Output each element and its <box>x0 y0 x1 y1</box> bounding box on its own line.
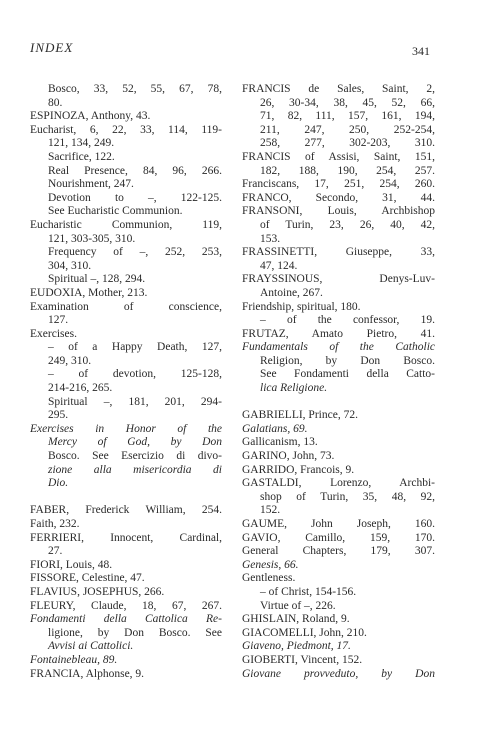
index-entry-line: 121, 134, 249. <box>48 137 115 150</box>
index-entry-line: EUDOXIA, Mother, 213. <box>30 286 148 299</box>
index-entry-line: GHISLAIN, Roland, 9. <box>242 613 350 626</box>
index-entry-line: – of Christ, 154-156. <box>260 585 357 598</box>
index-entry-line: FISSORE, Celestine, 47. <box>30 572 145 585</box>
index-entry-line: 304, 310. <box>48 259 92 272</box>
index-spacer <box>242 396 435 410</box>
index-entry-line: FRANCIS de Sales, Saint, 2, <box>242 83 435 95</box>
index-entry-line: Giovane provveduto, by Don <box>242 667 435 680</box>
index-entry-line: GABRIELLI, Prince, 72. <box>242 409 358 422</box>
index-entry-line: FLAVIUS, JOSEPHUS, 266. <box>30 585 165 598</box>
running-header-title: INDEX <box>30 40 74 55</box>
index-entry-line: FRANCO, Secondo, 31, 44. <box>242 191 435 204</box>
index-entry-line: Galatians, 69. <box>242 422 308 435</box>
index-entry-line: – of devotion, 125-128, <box>48 368 222 381</box>
index-entry-line: Gallicanism, 13. <box>242 436 318 449</box>
index-entry-line: Fundamentals of the Catholic <box>242 341 435 354</box>
index-entry-line: Religion, by Don Bosco. <box>260 354 435 367</box>
index-entry-line: FABER, Frederick William, 254. <box>30 504 222 517</box>
index-entry-line: zione alla misericordia di <box>48 463 222 476</box>
index-entry-line: GAVIO, Camillo, 159, 170. <box>242 531 435 544</box>
page-number: 341 <box>412 44 430 58</box>
index-entry-line: Sacrifice, 122. <box>48 150 115 163</box>
index-entry-line: Exercises in Honor of the <box>30 422 222 435</box>
index-entry-line: Devotion to –, 122-125. <box>48 191 222 204</box>
index-entry-line: 26, 30-34, 38, 45, 52, 66, <box>260 96 435 109</box>
index-column-left <box>30 83 222 681</box>
index-entry-line: 249, 310. <box>48 354 92 367</box>
index-entry-line: 27. <box>48 545 63 558</box>
index-entry-line: Friendship, spiritual, 180. <box>242 300 361 313</box>
index-entry-line: FERRIERI, Innocent, Cardinal, <box>30 531 222 544</box>
index-spacer <box>30 491 222 505</box>
index-entry-line: ESPINOZA, Anthony, 43. <box>30 110 151 123</box>
index-entry-line: 258, 277, 302-203, 310. <box>260 137 435 150</box>
index-entry-line: Faith, 232. <box>30 518 80 530</box>
index-entry-line: 153. <box>260 232 281 245</box>
index-entry-line: 295. <box>48 409 69 422</box>
index-entry-line: Frequency of –, 252, 253, <box>48 246 222 259</box>
index-entry-line: FRANCIA, Alphonse, 9. <box>30 667 145 680</box>
index-entry-line: 121, 303-305, 310. <box>48 232 136 245</box>
index-entry-line: Bosco, 33, 52, 55, 67, 78, <box>48 83 222 95</box>
index-entry-line: shop of Turin, 35, 48, 92, <box>260 490 435 503</box>
index-entry-line: Examination of conscience, <box>30 300 222 313</box>
index-entry-line: FIORI, Louis, 48. <box>30 558 113 571</box>
index-entry-line: Spiritual –, 181, 201, 294- <box>48 395 222 408</box>
index-entry-line: Virtue of –, 226. <box>260 599 336 612</box>
index-entry-line: FRANSONI, Louis, Archbishop <box>242 205 435 218</box>
index-column-right <box>242 83 435 681</box>
index-entry-line: FRAYSSINOUS, Denys-Luv- <box>242 273 435 286</box>
index-entry-line: of Turin, 23, 26, 40, 42, <box>260 218 435 231</box>
index-entry-line: 71, 82, 111, 157, 161, 194, <box>260 110 435 123</box>
index-entry-line: Eucharist, 6, 22, 33, 114, 119- <box>30 123 222 136</box>
index-entry-line: lica Religione. <box>260 382 328 395</box>
index-entry-line: Real Presence, 84, 96, 266. <box>48 164 222 177</box>
index-entry-line: FRUTAZ, Amato Pietro, 41. <box>242 327 435 340</box>
index-entry-line: Bosco. See Esercizio di divo- <box>48 450 222 463</box>
index-entry-line: Antoine, 267. <box>260 286 323 299</box>
index-entry-line: 214-216, 265. <box>48 382 113 395</box>
index-entry-line: – of the confessor, 19. <box>260 314 435 327</box>
index-entry-line: FRANCIS of Assisi, Saint, 151, <box>242 150 435 163</box>
index-entry-line: Fondamenti della Cattolica Re- <box>30 613 222 626</box>
index-entry-line: Genesis, 66. <box>242 558 299 571</box>
index-entry-line: 80. <box>48 96 63 109</box>
index-entry-line: FRASSINETTI, Giuseppe, 33, <box>242 246 435 259</box>
index-entry-line: Dio. <box>48 477 69 490</box>
index-entry-line: GIACOMELLI, John, 210. <box>242 626 367 639</box>
index-entry-line: 211, 247, 250, 252-254, <box>260 123 435 136</box>
index-entry-line: Franciscans, 17, 251, 254, 260. <box>242 178 435 191</box>
index-entry-line: Avvisi ai Cattolici. <box>48 640 134 653</box>
index-entry-line: – of a Happy Death, 127, <box>48 341 222 354</box>
index-entry-line: Giaveno, Piedmont, 17. <box>242 640 351 653</box>
index-entry-line: Gentleness. <box>242 572 296 585</box>
index-entry-line: See Eucharistic Communion. <box>48 205 183 218</box>
index-entry-line: Nourishment, 247. <box>48 178 134 191</box>
index-entry-line: FLEURY, Claude, 18, 67, 267. <box>30 599 222 612</box>
index-entry-line: ligione, by Don Bosco. See <box>48 626 222 639</box>
index-entry-line: Exercises. <box>30 327 77 340</box>
index-entry-line: Eucharistic Communion, 119, <box>30 218 222 231</box>
index-entry-line: 152. <box>260 504 281 517</box>
index-entry-line: GIOBERTI, Vincent, 152. <box>242 653 363 666</box>
index-entry-line: Spiritual –, 128, 294. <box>48 273 146 286</box>
index-entry-line: Mercy of God, by Don <box>48 436 222 449</box>
index-entry-line: 182, 188, 190, 254, 257. <box>260 164 435 177</box>
index-entry-line: GAUME, John Joseph, 160. <box>242 518 435 530</box>
index-entry-line: 47, 124. <box>260 259 298 272</box>
index-entry-line: General Chapters, 179, 307. <box>242 545 435 558</box>
index-entry-line: GASTALDI, Lorenzo, Archbi- <box>242 477 435 490</box>
index-entry-line: Fontainebleau, 89. <box>30 653 118 666</box>
index-entry-line: GARINO, John, 73. <box>242 450 335 463</box>
index-entry-line: 127. <box>48 314 69 327</box>
index-entry-line: See Fondamenti della Catto- <box>260 368 435 381</box>
index-entry-line: GARRIDO, Francois, 9. <box>242 463 355 476</box>
